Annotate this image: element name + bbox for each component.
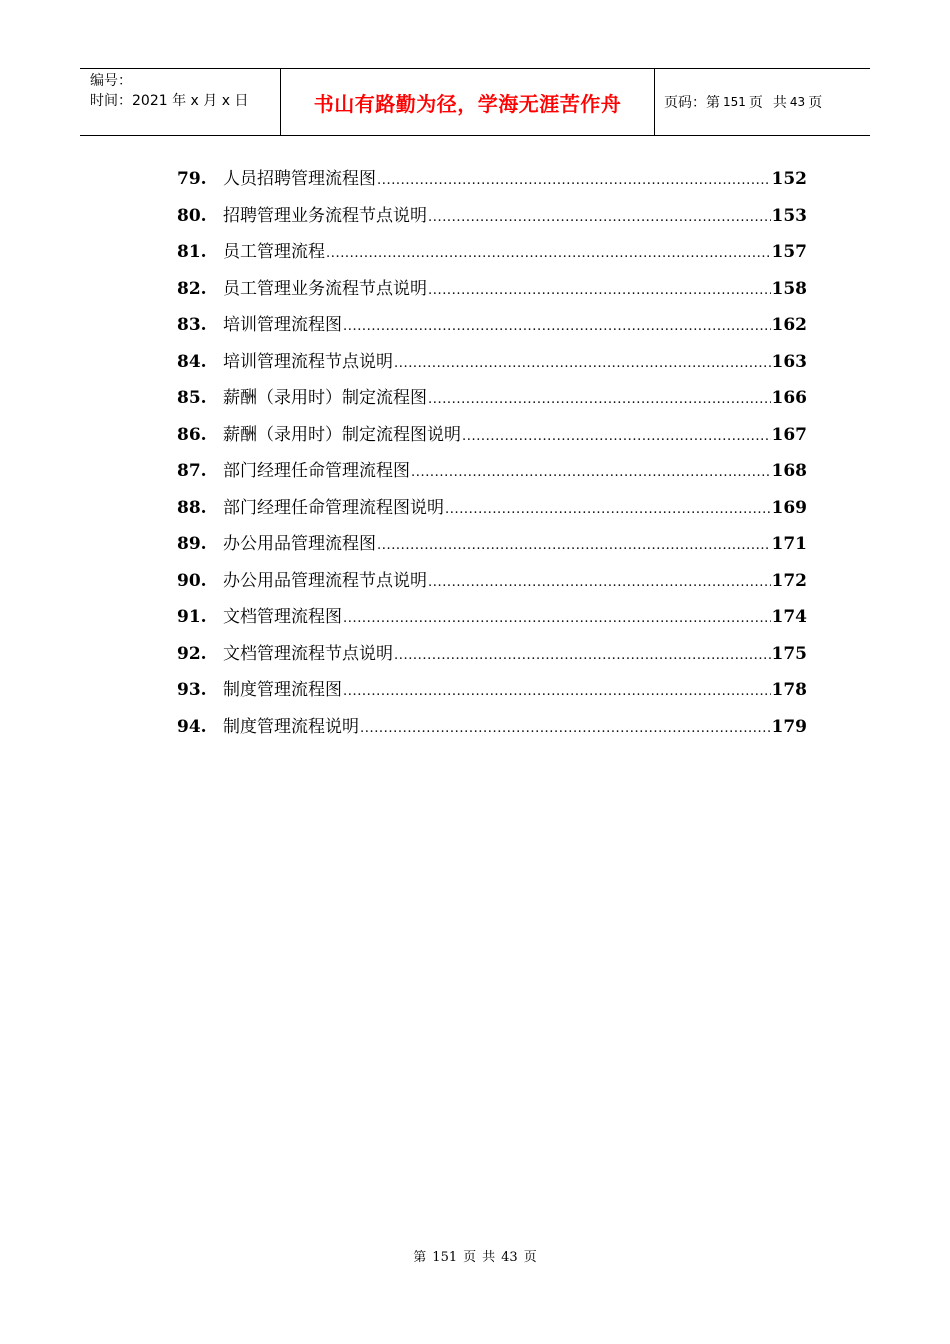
toc-entry-title: 办公用品管理流程图 bbox=[223, 534, 376, 554]
toc-entry-number: 88. bbox=[177, 497, 207, 518]
toc-entry-number: 79. bbox=[177, 169, 207, 189]
footer-unit: 页 bbox=[463, 1250, 477, 1265]
toc-entry-number: 87. bbox=[177, 461, 207, 481]
page-header bbox=[80, 68, 870, 136]
toc-entry-number: 85. bbox=[177, 388, 207, 408]
toc-entry-title: 培训管理流程图 bbox=[223, 315, 342, 335]
footer-total-unit: 页 bbox=[523, 1250, 537, 1265]
toc-dot-leader bbox=[343, 684, 771, 699]
footer-total-pages: 43 bbox=[501, 1250, 518, 1265]
toc-entry-title: 部门经理任命管理流程图 bbox=[223, 461, 410, 481]
page-prefix: 页码：第 bbox=[664, 95, 720, 111]
toc-entry[interactable] bbox=[177, 274, 807, 311]
toc-entry-page: 167 bbox=[771, 424, 807, 445]
toc-dot-leader bbox=[428, 575, 771, 590]
toc-entry[interactable] bbox=[177, 237, 807, 274]
page-total: 43 bbox=[789, 95, 806, 109]
header-page-info bbox=[655, 69, 870, 135]
toc-entry-number: 91. bbox=[177, 607, 207, 627]
toc-entry-title: 薪酬（录用时）制定流程图说明 bbox=[223, 424, 461, 445]
toc-entry[interactable] bbox=[177, 639, 807, 676]
toc-entry-title: 培训管理流程节点说明 bbox=[223, 351, 393, 372]
toc-entry-number: 84. bbox=[177, 351, 207, 372]
toc-entry-page: 163 bbox=[771, 351, 807, 372]
toc-entry[interactable] bbox=[177, 383, 807, 420]
toc-dot-leader bbox=[411, 465, 771, 480]
footer-current-page: 151 bbox=[432, 1250, 458, 1265]
toc-entry-number: 93. bbox=[177, 680, 207, 700]
toc-entry-title: 文档管理流程节点说明 bbox=[223, 643, 393, 664]
toc-entry-number: 83. bbox=[177, 315, 207, 335]
toc-entry-number: 81. bbox=[177, 242, 207, 262]
toc-entry[interactable] bbox=[177, 164, 807, 201]
toc-dot-leader bbox=[343, 319, 771, 334]
page-unit: 页 bbox=[748, 95, 763, 111]
footer-prefix: 第 bbox=[413, 1250, 427, 1265]
toc-dot-leader bbox=[394, 356, 771, 371]
toc-entry-number: 89. bbox=[177, 534, 207, 554]
toc-entry-title: 招聘管理业务流程节点说明 bbox=[223, 205, 427, 226]
toc-dot-leader bbox=[326, 246, 771, 261]
toc-entry[interactable] bbox=[177, 712, 807, 749]
toc-entry-page: 162 bbox=[771, 315, 807, 335]
toc-entry-page: 175 bbox=[771, 643, 807, 664]
toc-dot-leader bbox=[377, 173, 771, 188]
toc-entry-title: 办公用品管理流程节点说明 bbox=[223, 570, 427, 591]
toc-entry-title: 员工管理流程 bbox=[223, 242, 325, 262]
toc-dot-leader bbox=[343, 611, 771, 626]
toc-dot-leader bbox=[360, 721, 771, 736]
toc-entry[interactable] bbox=[177, 310, 807, 347]
toc-entry-title: 部门经理任命管理流程图说明 bbox=[223, 497, 444, 518]
toc-entry-page: 178 bbox=[771, 680, 807, 700]
document-number-label: 编号： bbox=[90, 73, 132, 89]
toc-entry-title: 薪酬（录用时）制定流程图 bbox=[223, 388, 427, 408]
header-info-cell bbox=[80, 69, 281, 135]
toc-entry-number: 92. bbox=[177, 643, 207, 664]
toc-dot-leader bbox=[394, 648, 771, 663]
toc-entry[interactable] bbox=[177, 566, 807, 603]
toc-entry-page: 152 bbox=[771, 169, 807, 189]
toc-dot-leader bbox=[377, 538, 771, 553]
toc-entry-number: 94. bbox=[177, 716, 207, 737]
toc-entry-title: 人员招聘管理流程图 bbox=[223, 169, 376, 189]
toc-entry[interactable] bbox=[177, 493, 807, 530]
toc-entry-title: 制度管理流程图 bbox=[223, 680, 342, 700]
toc-entry-title: 文档管理流程图 bbox=[223, 607, 342, 627]
toc-entry[interactable] bbox=[177, 347, 807, 384]
toc-entry-number: 90. bbox=[177, 570, 207, 591]
page-current: 151 bbox=[723, 95, 746, 109]
toc-entry-title: 制度管理流程说明 bbox=[223, 716, 359, 737]
toc-entry-number: 80. bbox=[177, 205, 207, 226]
toc-entry-page: 166 bbox=[771, 388, 807, 408]
footer-total-prefix: 共 bbox=[482, 1250, 496, 1265]
toc-entry-page: 153 bbox=[771, 205, 807, 226]
toc-entry[interactable] bbox=[177, 201, 807, 238]
toc-entry-title: 员工管理业务流程节点说明 bbox=[223, 278, 427, 299]
toc-entry-page: 179 bbox=[771, 716, 807, 737]
toc-dot-leader bbox=[462, 429, 771, 444]
toc-entry[interactable] bbox=[177, 456, 807, 493]
toc-entry[interactable] bbox=[177, 675, 807, 712]
toc-entry-page: 158 bbox=[771, 278, 807, 299]
toc-dot-leader bbox=[428, 210, 771, 225]
toc-dot-leader bbox=[445, 502, 771, 517]
toc-entry[interactable] bbox=[177, 529, 807, 566]
total-prefix: 共 bbox=[772, 95, 787, 111]
page-footer bbox=[0, 1246, 950, 1265]
toc-entry-number: 86. bbox=[177, 424, 207, 445]
toc-dot-leader bbox=[428, 283, 771, 298]
table-of-contents bbox=[177, 164, 807, 748]
toc-entry-page: 169 bbox=[771, 497, 807, 518]
toc-entry-page: 157 bbox=[771, 242, 807, 262]
document-time-label: 时间：2021 年 x 月 x 日 bbox=[90, 93, 249, 109]
toc-entry[interactable] bbox=[177, 602, 807, 639]
header-motto: 书山有路勤为径，学海无涯苦作舟 bbox=[281, 69, 655, 135]
total-unit: 页 bbox=[808, 95, 823, 111]
toc-entry-page: 168 bbox=[771, 461, 807, 481]
toc-entry-number: 82. bbox=[177, 278, 207, 299]
toc-entry-page: 172 bbox=[771, 570, 807, 591]
toc-entry-page: 171 bbox=[771, 534, 807, 554]
toc-entry-page: 174 bbox=[771, 607, 807, 627]
toc-entry[interactable] bbox=[177, 420, 807, 457]
toc-dot-leader bbox=[428, 392, 771, 407]
